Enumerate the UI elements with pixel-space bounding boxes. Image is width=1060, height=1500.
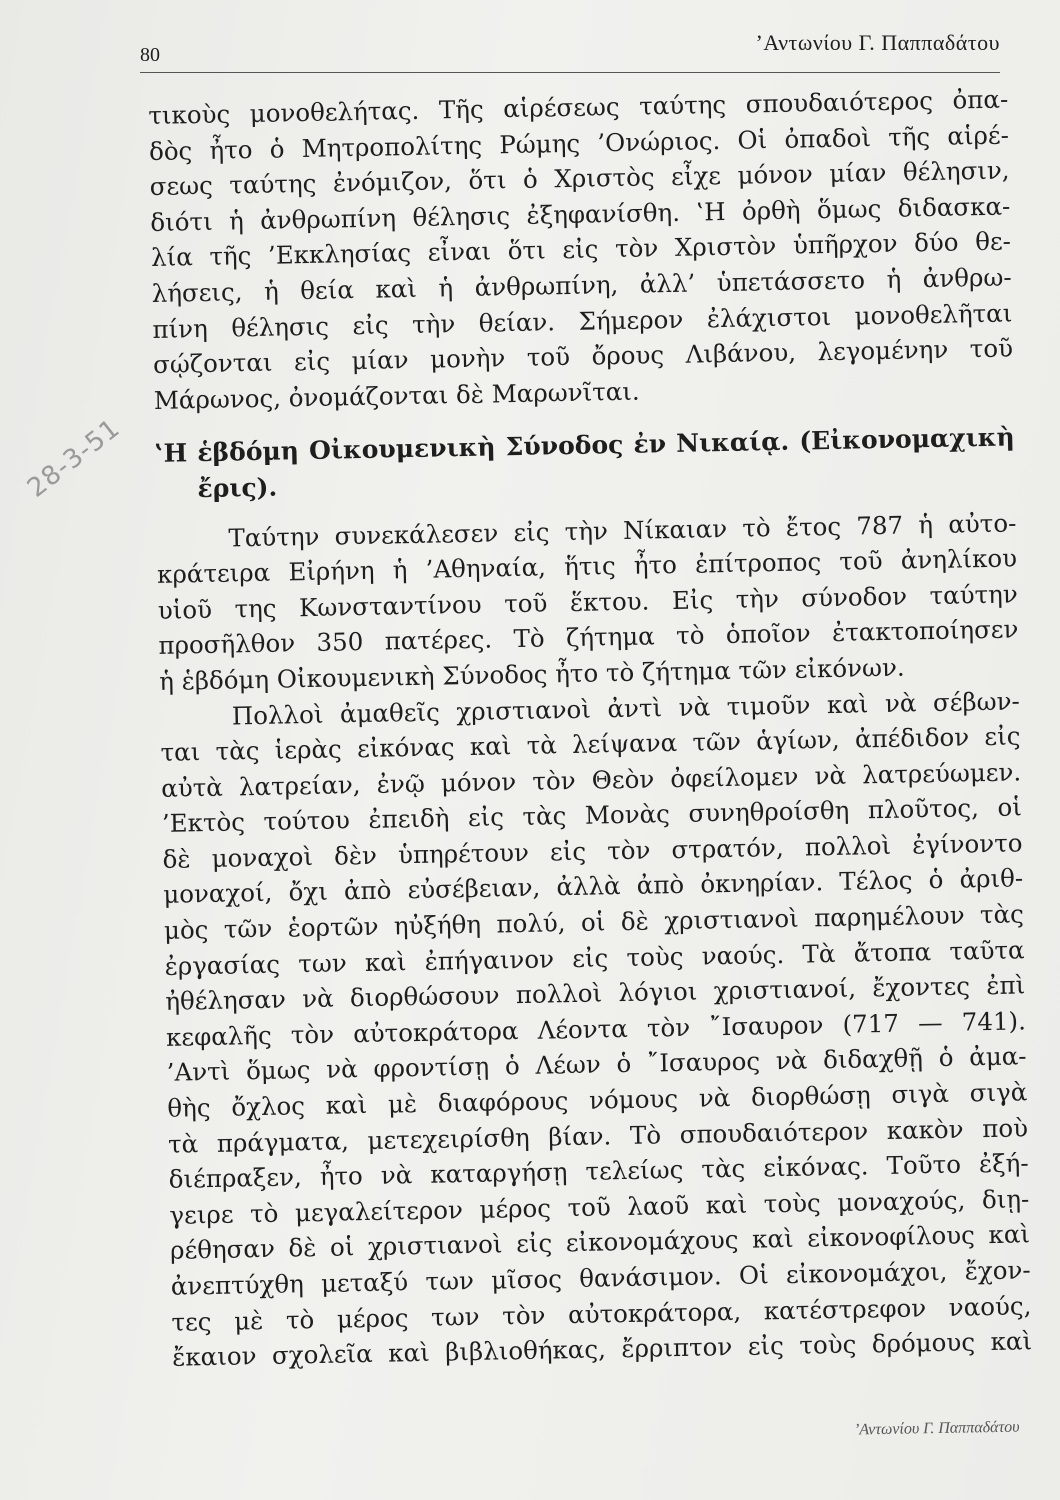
- text-line: ’Εκτὸς τούτου ἐπειδὴ εἰς τὰς Μονὰς συνηθροίσθη πλοῦτος, οἱ: [161, 792, 1023, 839]
- body-text: [148, 81, 1032, 1375]
- text-line: Μάρωνος, ὀνομάζονται δὲ Μαρωνῖται.: [153, 376, 640, 415]
- running-head: ’Αντωνίου Γ. Παππαδάτου: [755, 30, 1000, 55]
- text-line: ἐργασίας των καὶ ἐπήγαινον εἰς τοὺς ναούς. Τὰ ἄτοπα ταῦτα: [164, 934, 1025, 981]
- text-line: τικοὺς μονοθελήτας. Τῆς αἱρέσεως ταύτης σπουδαιότερος ὀπα-: [148, 84, 1009, 130]
- paragraph-council-nicaea: [156, 505, 1019, 699]
- header-rule: [140, 72, 1000, 73]
- text-line: γειρε τὸ μεγαλείτερον μέρος τοῦ λαοῦ καὶ τοὺς μοναχούς, διῃ-: [169, 1184, 1030, 1230]
- text-line: δὸς ἦτο ὁ Μητροπολίτης Ρώμης ’Ονώριος. Οἱ ὀπαδοὶ τῆς αἱρέ-: [148, 120, 1010, 166]
- text-line: ρέθησαν δὲ οἱ χριστιανοὶ εἰς εἰκονομάχους καὶ εἰκονοφίλους καὶ: [169, 1219, 1031, 1266]
- paragraph-monothelites: [148, 81, 1014, 418]
- text-line: υἱοῦ της Κωνσταντίνου τοῦ ἕκτου. Εἰς τὴν σύνοδον ταύτην: [157, 579, 1018, 625]
- text-line: σεως ταύτης ἐνόμιζον, ὅτι ὁ Χριστὸς εἶχε μόνον μίαν θέλησιν,: [149, 155, 1010, 202]
- text-line: τες μὲ τὸ μέρος των τὸν αὐτοκράτορα, κατέστρεφον ναούς,: [171, 1290, 1032, 1337]
- text-line: λήσεις, ἡ θεία καὶ ἡ ἀνθρωπίνη, ἀλλ’ ὑπετάσσετο ἡ ἀνθρω-: [151, 262, 1012, 308]
- text-line: σῴζονται εἰς μίαν μονὴν τοῦ ὄρους Λιβάνου, λεγομένην τοῦ: [152, 333, 1014, 380]
- text-line: μὸς τῶν ἑορτῶν ηὐξήθη πολύ, οἱ δὲ χριστιανοὶ παρημέλουν τὰς: [163, 899, 1025, 945]
- text-line: τὰ πράγματα, μετεχειρίσθη βίαν. Τὸ σπουδαιότερον κακὸν ποὺ: [167, 1112, 1029, 1159]
- text-line: ἀνεπτύχθη μεταξύ των μῖσος θανάσιμον. Οἱ εἰκονομάχοι, ἔχον-: [170, 1255, 1031, 1301]
- text-line: θὴς ὄχλος καὶ μὲ διαφόρους νόμους νὰ διορθώσῃ σιγὰ σιγὰ: [167, 1077, 1028, 1123]
- text-line: διέπραξεν, ἦτο νὰ καταργήσῃ τελείως τὰς εἰκόνας. Τοῦτο ἐξή-: [168, 1148, 1029, 1195]
- footer-signature: ’Αντωνίου Γ. Παππαδάτου: [854, 1418, 1021, 1439]
- text-line: ἠθέλησαν νὰ διορθώσουν πολλοὶ λόγιοι χριστιανοί, ἔχοντες ἐπὶ: [165, 970, 1026, 1017]
- text-line: ’Αντὶ ὅμως νὰ φροντίσῃ ὁ Λέων ὁ ῎Ισαυρος νὰ διδαχθῇ ὁ ἀμα-: [166, 1041, 1027, 1088]
- page-header: [140, 30, 1000, 70]
- text-line: Πολλοὶ ἀμαθεῖς χριστιανοὶ ἀντὶ νὰ τιμοῦν καὶ νὰ σέβων-: [231, 685, 1021, 731]
- page-number: 80: [140, 44, 160, 66]
- text-line: κεφαλῆς τὸν αὐτοκράτορα Λέοντα τὸν ῎Ισαυρον (717 — 741).: [165, 1006, 1027, 1052]
- text-line: προσῆλθον 350 πατέρες. Τὸ ζήτημα τὸ ὁποῖον ἐτακτοποίησεν: [158, 614, 1019, 661]
- text-line: ἡ ἑβδόμη Οἰκουμενικὴ Σύνοδος ἦτο τὸ ζήτημα τῶν εἰκόνων.: [158, 652, 905, 696]
- paragraph-iconoclasm: [160, 683, 1033, 1376]
- text-line: δὲ μοναχοὶ δὲν ὑπηρέτουν εἰς τὸν στρατόν, πολλοὶ ἐγίνοντο: [162, 828, 1023, 874]
- text-line: Ταύτην συνεκάλεσεν εἰς τὴν Νίκαιαν τὸ ἔτος 787 ἡ αὐτο-: [228, 507, 1017, 553]
- text-line: λία τῆς ’Εκκλησίας εἶναι ὅτι εἰς τὸν Χριστὸν ὑπῆρχον δύο θε-: [150, 226, 1012, 273]
- section-title-line: ‛Η ἑβδόμη Οἰκουμενικὴ Σύνοδος ἐν Νικαίᾳ. (Εἰκονομαχικὴ: [154, 422, 1015, 469]
- text-line: διότι ἡ ἀνθρωπίνη θέλησις ἐξηφανίσθη. ‛Η ὀρθὴ ὅμως διδασκα-: [150, 191, 1011, 237]
- text-line: ται τὰς ἱερὰς εἰκόνας καὶ τὰ λείψανα τῶν ἁγίων, ἀπέδιδον εἰς: [160, 721, 1021, 767]
- text-line: αὐτὰ λατρείαν, ἐνῷ μόνον τὸν Θεὸν ὀφείλομεν νὰ λατρεύωμεν.: [160, 757, 1022, 803]
- handwritten-date-annotation: 28-3-51: [22, 413, 126, 504]
- text-line: κράτειρα Εἰρήνη ἡ ’Αθηναία, ἥτις ἦτο ἐπίτροπος τοῦ ἀνηλίκου: [156, 543, 1018, 590]
- text-line: μοναχοί, ὄχι ἀπὸ εὐσέβειαν, ἀλλὰ ἀπὸ ὀκνηρίαν. Τέλος ὁ ἀριθ-: [163, 863, 1024, 910]
- section-title-line: ἔρις).: [197, 472, 278, 504]
- text-line: ἔκαιον σχολεῖα καὶ βιβλιοθήκας, ἔρριπτον εἰς τοὺς δρόμους καὶ: [171, 1326, 1033, 1372]
- text-line: πίνη θέλησις εἰς τὴν θείαν. Σήμερον ἐλάχιστοι μονοθελῆται: [152, 298, 1013, 344]
